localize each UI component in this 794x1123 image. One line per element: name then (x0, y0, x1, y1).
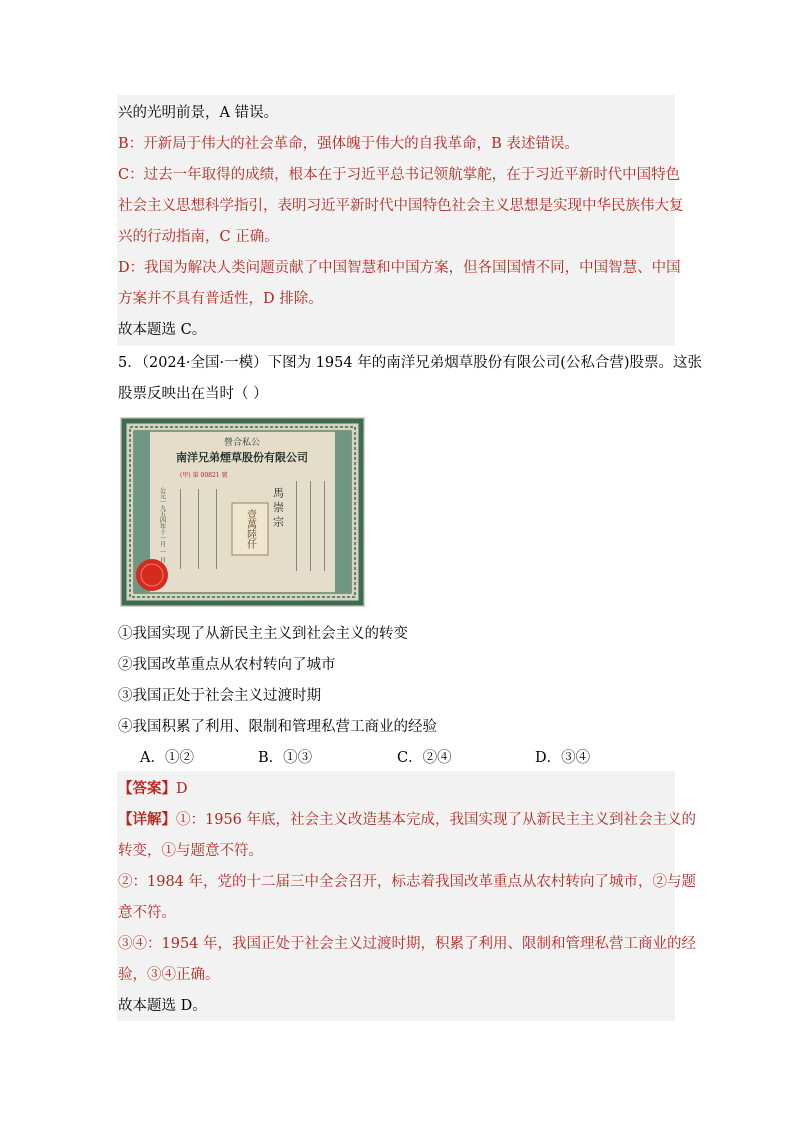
statement-4: ④我国积累了利用、限制和管理私营工商业的经验 (118, 719, 437, 735)
detail-text: ①：1956 年底，社会主义改造基本完成，我国实现了从新民主主义到社会主义的 (176, 812, 697, 828)
detail-line (118, 810, 696, 830)
detail-line: 意不符。 (118, 905, 176, 921)
prev-answer-line: C：过去一年取得的成绩，根本在于习近平总书记领航掌舵，在于习近平新时代中国特色 (118, 167, 681, 183)
answer-conclusion: 故本题选 D。 (118, 998, 207, 1014)
question-stem: 5．（2024·全国·一模）下图为 1954 年的南洋兄弟烟草股份有限公司(公私合营)股票。这张 (118, 355, 703, 371)
certificate-serial: (甲) 第 00821 號 (180, 472, 228, 479)
certificate-amount: 壹萬陸仟 (244, 509, 256, 549)
detail-label: 【详解】 (118, 811, 176, 828)
prev-answer-line: 兴的行动指南，C 正确。 (118, 229, 279, 245)
prev-answer-line: 方案并不具有普适性，D 排除。 (118, 291, 323, 307)
question-stem-cont: 股票反映出在当时（ ） (118, 386, 268, 402)
option-d: D．③④ (535, 750, 591, 766)
answer-label: 【答案】 (118, 780, 176, 797)
answer-value: D (176, 781, 188, 797)
statement-3: ③我国正处于社会主义过渡时期 (118, 688, 321, 704)
statement-1: ①我国实现了从新民主主义到社会主义的转变 (118, 626, 408, 642)
statement-2: ②我国改革重点从农村转向了城市 (118, 657, 336, 673)
prev-answer-line: D：我国为解决人类问题贡献了中国智慧和中国方案，但各国国情不同，中国智慧、中国 (118, 260, 681, 276)
detail-line: ③④：1954 年，我国正处于社会主义过渡时期，积累了利用、限制和管理私营工商业的经 (118, 936, 697, 952)
prev-answer-line: 兴的光明前景，A 错误。 (118, 105, 279, 121)
option-a: A．①② (140, 750, 194, 766)
certificate-company: 南洋兄弟煙草股份有限公司 (176, 451, 308, 464)
certificate-date: 公元一九五四年十一月 一 日 (158, 487, 166, 563)
certificate-shareholder: 馬 崇 宗 (271, 487, 285, 527)
prev-answer-conclusion: 故本题选 C。 (118, 322, 207, 338)
option-c: C．②④ (397, 750, 452, 766)
stock-certificate-image (120, 417, 365, 607)
option-b: B．①③ (258, 750, 313, 766)
prev-answer-line: 社会主义思想科学指引，表明习近平新时代中国特色社会主义思想是实现中华民族伟大复 (118, 198, 684, 214)
prev-answer-line: B：开新局于伟大的社会革命，强体魄于伟大的自我革命，B 表述错误。 (118, 136, 579, 152)
detail-line: ②：1984 年，党的十二届三中全会召开，标志着我国改革重点从农村转向了城市，②与题 (118, 874, 697, 890)
answer-line (118, 779, 188, 799)
detail-line: 转变，①与题意不符。 (118, 843, 263, 859)
detail-line: 验，③④正确。 (118, 967, 220, 983)
certificate-header: 營合私公 (223, 438, 261, 448)
